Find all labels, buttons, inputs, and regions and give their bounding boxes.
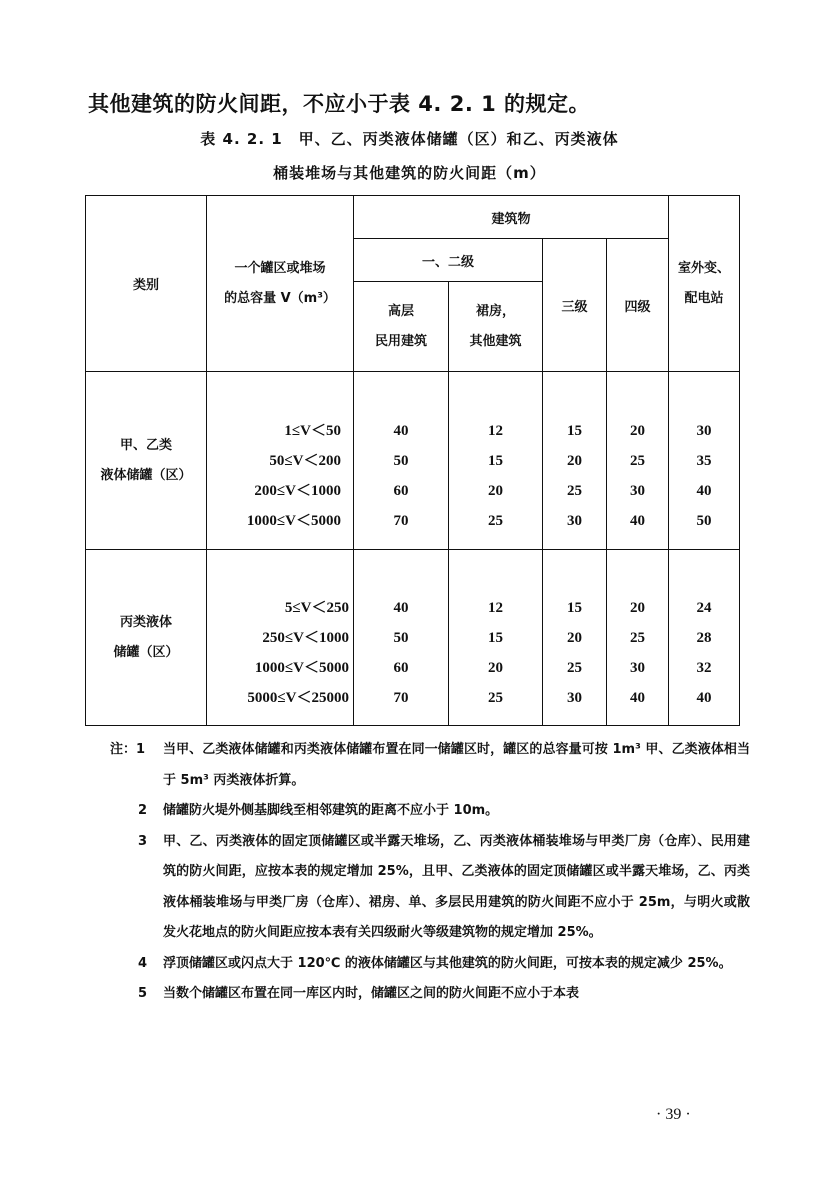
highrise-column	[354, 372, 449, 550]
intro-text: 其他建筑的防火间距，不应小于表 4. 2. 1 的规定。	[88, 92, 591, 116]
value-cell: 40	[393, 599, 409, 616]
note-text: 浮顶储罐区或闪点大于 120℃ 的液体储罐区与其他建筑的防火间距，可按本表的规定减少 25%。	[163, 955, 732, 971]
value-cell: 20	[488, 482, 503, 499]
category-line2: 液体储罐（区）	[100, 467, 192, 483]
capacity-column	[207, 372, 354, 550]
capacity-cell: 1000≤V＜5000	[254, 659, 349, 676]
value-cell: 25	[488, 689, 503, 706]
table-caption-line1: 表 4. 2. 1 甲、乙、丙类液体储罐（区）和乙、丙类液体	[200, 130, 619, 148]
grade3-column	[543, 550, 607, 726]
value-cell: 28	[696, 629, 712, 646]
header-outdoor-substation	[669, 196, 740, 372]
note-text: 当甲、乙类液体储罐和丙类液体储罐布置在同一储罐区时，罐区的总容量可按 1m³ 甲、乙类液体相当于 5m³ 丙类液体折算。	[163, 742, 750, 788]
header-outdoor-line1: 室外变、	[678, 260, 731, 276]
table-caption-line2: 桶装堆场与其他建筑的防火间距（m）	[273, 164, 546, 182]
header-highrise	[354, 282, 449, 372]
value-cell: 30	[567, 512, 582, 529]
category-class-c	[86, 550, 207, 726]
value-cell: 20	[630, 599, 645, 616]
capacity-cell: 5000≤V＜25000	[247, 689, 349, 706]
capacity-cell: 250≤V＜1000	[262, 629, 349, 646]
header-grade-1-2: 一、二级	[354, 239, 543, 282]
header-podium	[449, 282, 543, 372]
value-cell: 30	[696, 422, 712, 439]
value-cell: 12	[488, 422, 503, 439]
note-item	[110, 979, 750, 1010]
value-cell: 25	[567, 659, 582, 676]
value-cell: 40	[696, 482, 712, 499]
podium-column	[449, 550, 543, 726]
podium-column	[449, 372, 543, 550]
header-podium-line1: 裙房，	[475, 303, 515, 319]
grade4-column	[607, 372, 669, 550]
value-cell: 30	[630, 659, 645, 676]
value-cell: 50	[393, 452, 409, 469]
header-outdoor-line2: 配电站	[684, 290, 724, 306]
note-number: 4	[138, 955, 148, 971]
value-cell: 40	[630, 689, 645, 706]
header-grade-4: 四级	[607, 239, 669, 372]
outdoor-column	[669, 372, 740, 550]
value-cell: 15	[567, 422, 582, 439]
value-cell: 30	[630, 482, 645, 499]
value-cell: 60	[393, 659, 409, 676]
capacity-cell: 50≤V＜200	[269, 452, 341, 469]
value-cell: 25	[567, 482, 582, 499]
value-cell: 15	[567, 599, 582, 616]
value-cell: 50	[696, 512, 712, 529]
value-cell: 32	[696, 659, 712, 676]
value-cell: 20	[567, 629, 582, 646]
header-capacity	[207, 196, 354, 372]
note-text: 当数个储罐区布置在同一库区内时，储罐区之间的防火间距不应小于本表	[163, 986, 580, 1001]
value-cell: 30	[567, 689, 582, 706]
value-cell: 40	[630, 512, 645, 529]
value-cell: 70	[393, 512, 409, 529]
value-cell: 40	[393, 422, 409, 439]
value-cell: 25	[630, 629, 645, 646]
category-line1: 甲、乙类	[119, 437, 172, 453]
capacity-cell: 1000≤V＜5000	[246, 512, 341, 529]
note-text: 储罐防火堤外侧基脚线至相邻建筑的距离不应小于 10m。	[163, 803, 499, 818]
value-cell: 40	[696, 689, 712, 706]
value-cell: 15	[488, 452, 503, 469]
header-highrise-line2: 民用建筑	[374, 333, 427, 349]
value-cell: 20	[567, 452, 582, 469]
table-group-class-c	[86, 550, 740, 726]
outdoor-column	[669, 550, 740, 726]
page-number: · 39 ·	[656, 1106, 691, 1123]
value-cell: 15	[488, 629, 503, 646]
note-number: 注：1	[110, 742, 146, 757]
highrise-column	[354, 550, 449, 726]
value-cell: 12	[488, 599, 503, 616]
category-class-ab	[86, 372, 207, 550]
header-capacity-line1: 一个罐区或堆场	[234, 260, 326, 276]
header-capacity-line2: 的总容量 V（m³）	[224, 290, 336, 306]
note-item	[110, 735, 750, 796]
capacity-column	[207, 550, 354, 726]
fire-separation-table	[85, 195, 740, 726]
note-item	[110, 796, 750, 827]
note-number: 3	[138, 833, 148, 849]
grade4-column	[607, 550, 669, 726]
value-cell: 60	[393, 482, 409, 499]
header-highrise-line1: 高层	[387, 303, 414, 319]
value-cell: 20	[488, 659, 503, 676]
header-grade-3: 三级	[543, 239, 607, 372]
grade3-column	[543, 372, 607, 550]
note-item	[110, 827, 750, 949]
capacity-cell: 200≤V＜1000	[254, 482, 341, 499]
note-number: 2	[138, 803, 148, 818]
note-text: 甲、乙、丙类液体的固定顶储罐区或半露天堆场，乙、丙类液体桶装堆场与甲类厂房（仓库）、民用建筑的防火间距，应按本表的规定增加 25%，且甲、乙类液体的固定顶储罐区或半露天堆场，乙、丙类液体桶装堆场与甲类厂房（仓库）、裙房、单、多层民用建筑的防火间距不应小于 25m，与明火或散发火花地点的防火间距应按本表有关四级耐火等级建筑物的规定增加 25%。	[163, 833, 750, 940]
table-notes	[110, 735, 750, 1010]
note-item	[110, 949, 750, 980]
category-line2: 储罐（区）	[113, 644, 179, 660]
category-line1: 丙类液体	[119, 614, 172, 630]
header-podium-line2: 其他建筑	[469, 333, 522, 349]
table-group-class-ab	[86, 372, 740, 550]
value-cell: 20	[630, 422, 645, 439]
header-category: 类别	[86, 196, 207, 372]
capacity-cell: 1≤V＜50	[284, 422, 341, 439]
value-cell: 50	[393, 629, 409, 646]
value-cell: 35	[696, 452, 712, 469]
value-cell: 25	[630, 452, 645, 469]
value-cell: 24	[696, 599, 712, 616]
header-buildings: 建筑物	[354, 196, 669, 239]
value-cell: 25	[488, 512, 503, 529]
note-number: 5	[138, 986, 148, 1001]
capacity-cell: 5≤V＜250	[284, 599, 349, 616]
value-cell: 70	[393, 689, 409, 706]
